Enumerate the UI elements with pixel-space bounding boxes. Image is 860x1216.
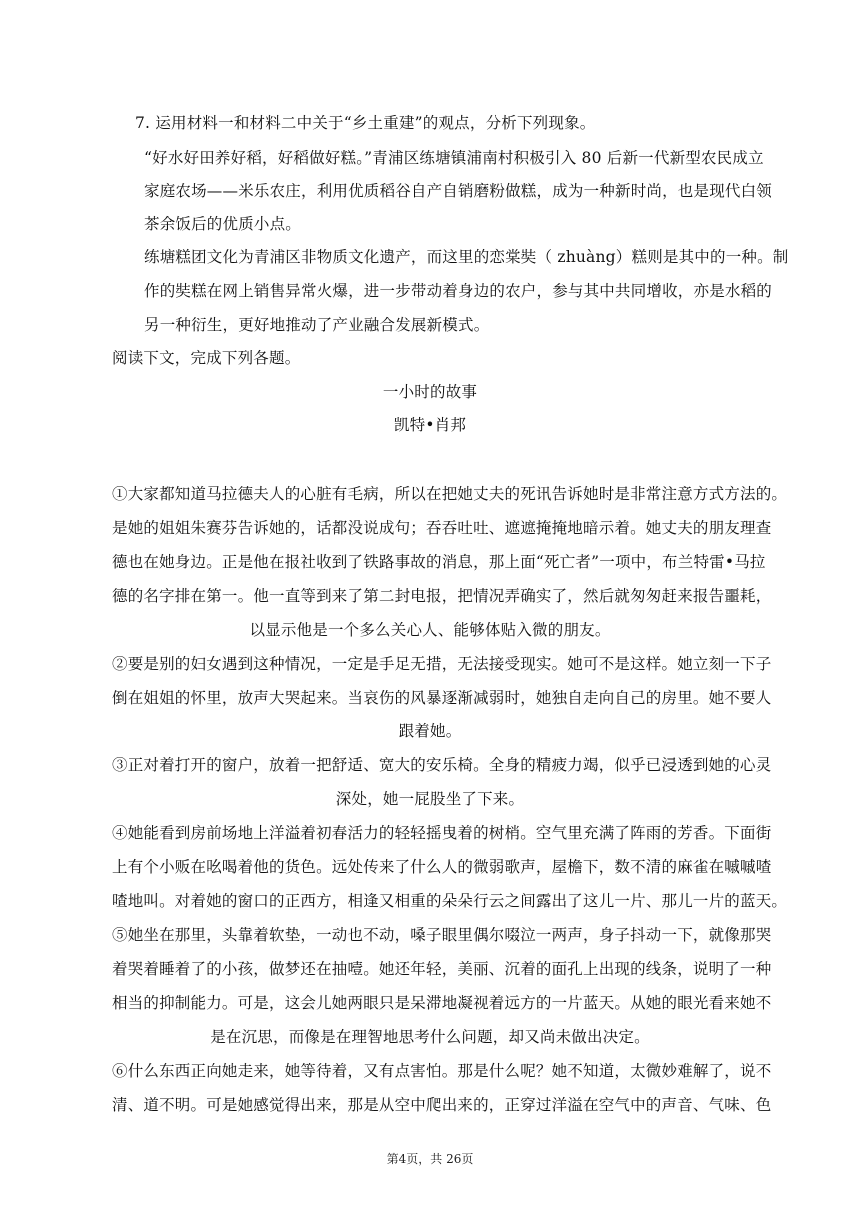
material-line: 家庭农场——米乐农庄，利用优质稻谷自产自销磨粉做糕，成为一种新时尚，也是现代白领: [144, 182, 773, 200]
page-footer: 第4页，共 26页: [386, 1152, 474, 1166]
story-line: 喳地叫。对着她的窗口的正西方，相逢又相重的朵朵行云之间露出了这儿一片、那儿一片的蓝天。: [112, 892, 788, 910]
story-line: 倒在姐姐的怀里，放声大哭起来。当哀伤的风暴逐渐减弱时，她独自走向自己的房里。她不要人: [112, 689, 772, 707]
question-prompt: 7. 运用材料一和材料二中关于“乡土重建”的观点，分析下列现象。: [135, 114, 596, 132]
reading-instruction: 阅读下文，完成下列各题。: [112, 349, 301, 367]
story-line: 以显示他是一个多么关心人、能够体贴入微的朋友。: [249, 621, 611, 639]
story-line: 着哭着睡着了的小孩，做梦还在抽噎。她还年轻，美丽、沉着的面孔上出现的线条，说明了一种: [112, 960, 772, 978]
story-line: 是在沉思，而像是在理智地思考什么问题，却又尚未做出决定。: [210, 1028, 650, 1046]
story-line: 清、道不明。可是她感觉得出来，那是从空中爬出来的，正穿过洋溢在空气中的声音、气味、色: [112, 1096, 772, 1114]
material-line: 另一种衍生，更好地推动了产业融合发展新模式。: [144, 316, 490, 334]
material-line: 练塘糕团文化为青浦区非物质文化遗产，而这里的恋棠奘（ zhuàng）糕则是其中的一种。制: [144, 248, 789, 266]
story-line: ②要是别的妇女遇到这种情况，一定是手足无措，无法接受现实。她可不是这样。她立刻一下子: [112, 655, 772, 673]
story-line: ⑤她坐在那里，头靠着软垫，一动也不动，嗓子眼里偶尔啜泣一两声，身子抖动一下，就像那哭: [112, 926, 772, 944]
story-line: 相当的抑制能力。可是，这会儿她两眼只是呆滞地凝视着远方的一片蓝天。从她的眼光看来她不: [112, 994, 772, 1012]
story-title: 一小时的故事: [382, 383, 478, 401]
story-author: 凯特•肖邦: [393, 416, 467, 434]
story-line: ①大家都知道马拉德夫人的心脏有毛病，所以在把她丈夫的死讯告诉她时是非常注意方式方法的。: [112, 485, 788, 503]
story-line: ④她能看到房前场地上洋溢着初春活力的轻轻摇曳着的树梢。空气里充满了阵雨的芳香。下面街: [112, 824, 772, 842]
material-line: “好水好田养好稻，好稻做好糕。”青浦区练塘镇浦南村积极引入 80 后新一代新型农民成立: [144, 149, 764, 167]
story-line: 是她的姐姐朱赛芬告诉她的，话都没说成句；吞吞吐吐、遮遮掩掩地暗示着。她丈夫的朋友理查: [112, 519, 772, 537]
material-line: 作的奘糕在网上销售异常火爆，进一步带动着身边的农户，参与其中共同增收，亦是水稻的: [144, 282, 773, 300]
story-line: 德的名字排在第一。他一直等到来了第二封电报，把情况弄确实了，然后就匆匆赶来报告噩耗，: [112, 587, 772, 605]
story-line: 德也在她身边。正是他在报社收到了铁路事故的消息，那上面“死亡者”一项中，布兰特雷•马拉: [112, 553, 766, 571]
story-line: 跟着她。: [398, 722, 462, 740]
story-line: 深处，她一屁股坐了下来。: [335, 790, 525, 808]
material-line: 茶余饭后的优质小点。: [144, 215, 302, 233]
story-line: 上有个小贩在吆喝着他的货色。远处传来了什么人的微弱歌声，屋檐下，数不清的麻雀在嘁嘁喳: [112, 858, 772, 876]
story-line: ③正对着打开的窗户，放着一把舒适、宽大的安乐椅。全身的精疲力竭，似乎已浸透到她的心灵: [112, 756, 772, 774]
story-line: ⑥什么东西正向她走来，她等待着，又有点害怕。那是什么呢？她不知道，太微妙难解了，说不: [112, 1062, 772, 1080]
